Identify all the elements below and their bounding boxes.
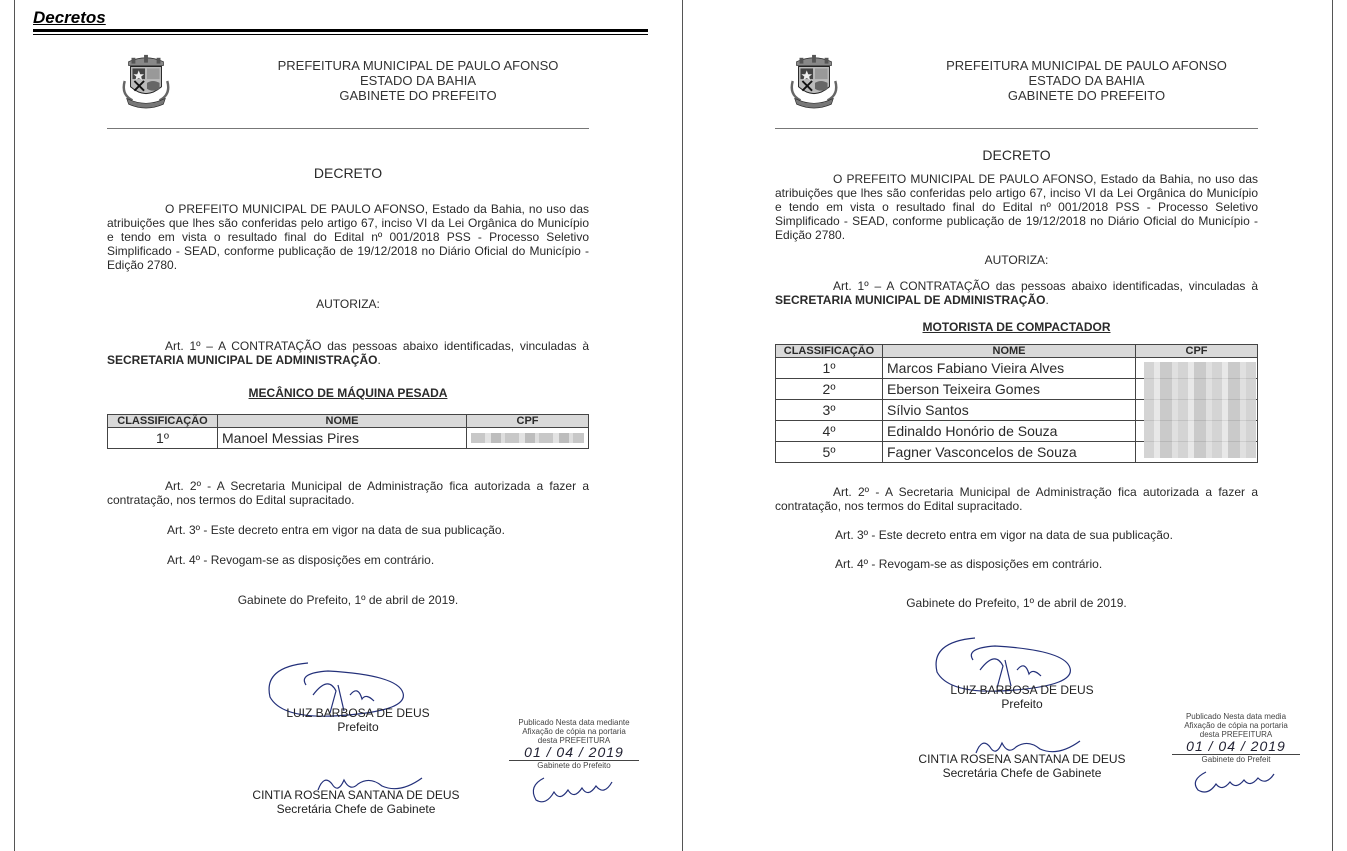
section-divider [33,29,648,35]
article-4: Art. 4º - Revogam-se as disposições em contrário. [167,553,435,567]
cell-classificacao: 2º [776,379,883,400]
mayor-name: LUIZ BARBOSA DE DEUS [950,683,1094,697]
article-3: Art. 3º - Este decreto entra em vigor na data de sua publicação. [835,528,1173,542]
chief-signature-block [226,788,486,816]
cell-classificacao: 1º [776,358,883,379]
article-2: Art. 2º - A Secretaria Municipal de Administração fica autorizada a fazer a contratação, nos termos do Edital supracitado. [107,479,589,507]
article-4: Art. 4º - Revogam-se as disposições em contrário. [835,557,1103,571]
preamble: O PREFEITO MUNICIPAL DE PAULO AFONSO, Estado da Bahia, no uso das atribuições que lhes são conferidas pelo artigo 67, inciso VI da Lei Orgânica do Município e tendo em vista o resultado final do Edital nº 001/2018 PSS - Processo Seletivo Simplificado - SEAD, conforme publicação de 19/12/2018 no Diário Oficial do Município - Edição 2780. [107,202,589,272]
article-1 [775,279,1258,307]
article-3: Art. 3º - Este decreto entra em vigor na data de sua publicação. [167,523,505,537]
cell-nome: Edinaldo Honório de Souza [883,421,1136,442]
stamp-line-2: Afixação de cópia na portaria [1184,721,1288,730]
letterhead-line-3: GABINETE DO PREFEITO [1007,88,1166,103]
stamp-line-4: Gabinete do Prefeit [1201,755,1271,764]
table-header-row [776,345,1258,358]
cell-nome: Eberson Teixeira Gomes [883,379,1136,400]
article-1-secretariat: SECRETARIA MUNICIPAL DE ADMINISTRAÇÃO [775,293,1046,307]
autoriza-label: AUTORIZA: [316,297,380,311]
decree-page-1 [107,40,589,607]
stamp-date: 01 / 04 / 2019 [509,745,639,761]
stamp-line-3: desta PREFEITURA [1199,730,1273,739]
job-role-title: MECÂNICO DE MÁQUINA PESADA [248,386,448,400]
article-1-end: . [1045,293,1049,307]
decree-page-2 [775,40,1258,610]
cell-classificacao: 5º [776,442,883,463]
mayor-signature-block [258,706,458,734]
chief-signature-block [892,752,1152,780]
section-title: Decretos [33,8,106,27]
redaction-blur [1144,362,1256,458]
article-2: Art. 2º - A Secretaria Municipal de Administração fica autorizada a fazer a contratação, nos termos do Edital supracitado. [775,485,1258,513]
decree-title: DECRETO [313,165,383,181]
stamp-signature [524,772,624,808]
cell-nome: Manoel Messias Pires [218,428,467,449]
place-date: Gabinete do Prefeito, 1º de abril de 2019. [906,596,1127,610]
place-date: Gabinete do Prefeito, 1º de abril de 2019. [237,593,459,607]
municipal-seal-icon [785,52,843,110]
mayor-name: LUIZ BARBOSA DE DEUS [286,706,430,720]
stamp-date: 01 / 04 / 2019 [1172,739,1300,755]
table-wrapper [775,344,1258,463]
stamp-line-1: Publicado Nesta data mediante [518,718,630,727]
mayor-role: Prefeito [1001,697,1043,711]
stamp-line-1: Publicado Nesta data media [1185,712,1287,721]
article-1-text: Art. 1º – A CONTRATAÇÃO das pessoas abaixo identificadas, vinculadas à [165,339,589,353]
letterhead-text [915,58,1258,103]
article-1-end: . [377,353,381,367]
col-header-nome: NOME [218,415,467,428]
redaction-blur [471,433,584,443]
col-header-classificacao: CLASSIFICAÇÃO [776,345,883,358]
mayor-signature-block [922,683,1122,711]
chief-name: CINTIA ROSENA SANTANA DE DEUS [252,788,460,802]
stamp-line-3: desta PREFEITURA [537,736,611,745]
article-1-secretariat: SECRETARIA MUNICIPAL DE ADMINISTRAÇÃO [107,353,378,367]
cell-classificacao: 3º [776,400,883,421]
letterhead-line-3: GABINETE DO PREFEITO [339,88,497,103]
stamp-line-2: Afixação de cópia na portaria [522,727,626,736]
letterhead-divider [107,128,589,129]
cell-nome: Fagner Vasconcelos de Souza [883,442,1136,463]
article-1-text: Art. 1º – A CONTRATAÇÃO das pessoas abaixo identificadas, vinculadas à [833,279,1258,293]
table-header-row [108,415,589,428]
letterhead-divider [775,128,1258,129]
cell-classificacao: 1º [108,428,218,449]
col-header-cpf: CPF [467,415,589,428]
chief-role: Secretária Chefe de Gabinete [942,766,1102,780]
chief-name: CINTIA ROSENA SANTANA DE DEUS [918,752,1126,766]
letterhead-line-2: ESTADO DA BAHIA [1028,73,1145,88]
job-role-title: MOTORISTA DE COMPACTADOR [922,320,1111,334]
stamp-line-4: Gabinete do Prefeito [537,761,611,770]
cell-classificacao: 4º [776,421,883,442]
decree-title: DECRETO [982,147,1051,163]
letterhead-line-1: PREFEITURA MUNICIPAL DE PAULO AFONSO [277,58,559,73]
col-header-cpf: CPF [1136,345,1258,358]
cell-nome: Marcos Fabiano Vieira Alves [883,358,1136,379]
publication-stamp [509,718,639,810]
candidates-table [107,414,589,449]
letterhead [107,40,589,132]
cell-cpf-redacted [467,428,589,449]
col-header-classificacao: CLASSIFICAÇÃO [108,415,218,428]
article-1 [107,339,589,367]
letterhead-text [247,58,589,103]
letterhead-line-2: ESTADO DA BAHIA [359,73,477,88]
letterhead [775,40,1258,132]
cell-nome: Sílvio Santos [883,400,1136,421]
letterhead-line-1: PREFEITURA MUNICIPAL DE PAULO AFONSO [946,58,1227,73]
chief-role: Secretária Chefe de Gabinete [276,802,436,816]
table-row [108,428,589,449]
autoriza-label: AUTORIZA: [984,253,1049,267]
col-header-nome: NOME [883,345,1136,358]
stamp-signature [1186,766,1286,796]
publication-stamp [1172,712,1300,798]
mayor-role: Prefeito [337,720,379,734]
municipal-seal-icon [117,52,175,110]
preamble: O PREFEITO MUNICIPAL DE PAULO AFONSO, Estado da Bahia, no uso das atribuições que lhes são conferidas pelo artigo 67, inciso VI da Lei Orgânica do Município e tendo em vista o resultado final do Edital nº 001/2018 PSS - Processo Seletivo Simplificado - SEAD, conforme publicação de 19/12/2018 no Diário Oficial do Município - Edição 2780. [775,172,1258,242]
